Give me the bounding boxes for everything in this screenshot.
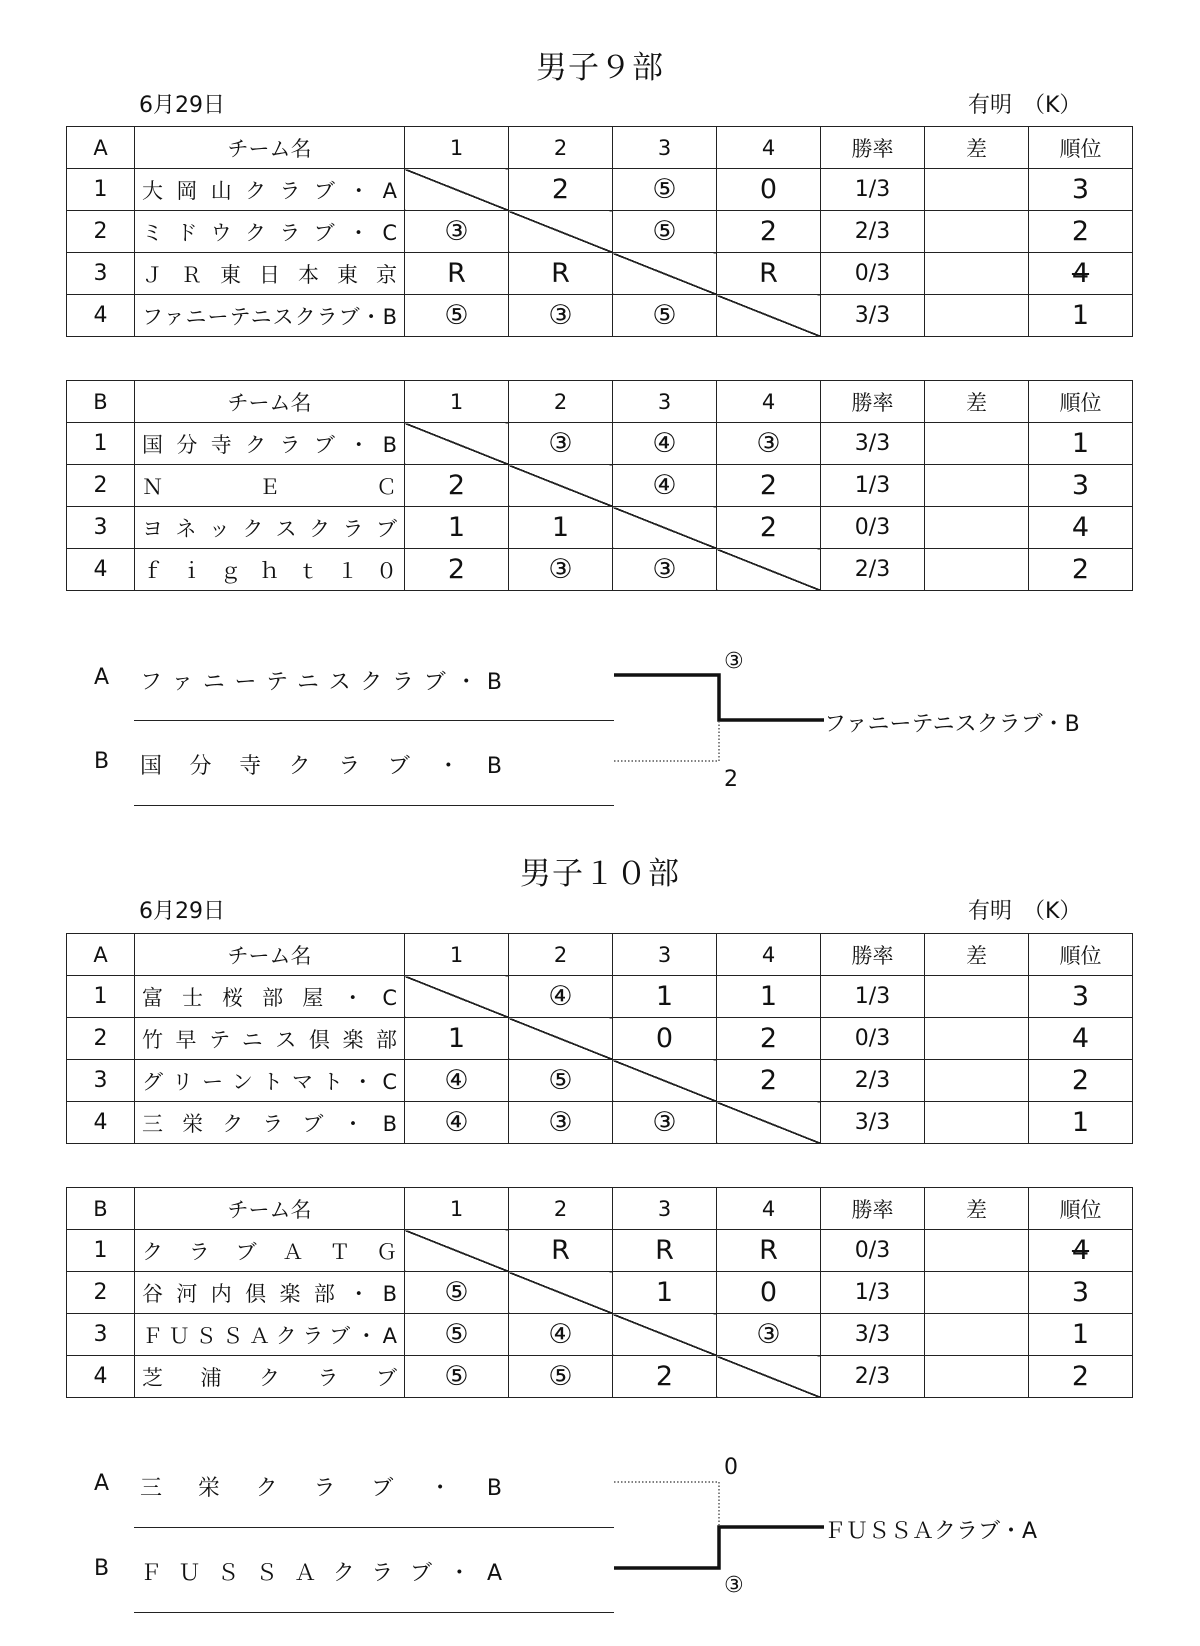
team-name: ＮＥＣ xyxy=(135,465,405,507)
match-result: ④ xyxy=(509,1314,613,1356)
bracket-b-team: ＦＵＳＳＡクラブ・A xyxy=(140,1561,502,1586)
match-result: ④ xyxy=(405,1060,509,1102)
column-header: チーム名 xyxy=(135,1188,405,1230)
match-result: 2 xyxy=(717,465,821,507)
team-name: 国分寺クラブ・B xyxy=(135,423,405,465)
win-rate: 0/3 xyxy=(821,507,925,549)
column-header: 順位 xyxy=(1029,934,1133,976)
column-header: 4 xyxy=(717,127,821,169)
rank-value: 1 xyxy=(1071,1107,1090,1138)
win-rate: 2/3 xyxy=(821,211,925,253)
section-title: 男子１０部 xyxy=(520,856,680,892)
column-header: 4 xyxy=(717,381,821,423)
match-result: ③ xyxy=(613,1102,717,1144)
bracket-a-label: A xyxy=(94,665,110,690)
match-result: R xyxy=(613,1230,717,1272)
rank-value: 1 xyxy=(1071,300,1090,331)
match-result: ⑤ xyxy=(613,295,717,337)
match-result: ③ xyxy=(717,1314,821,1356)
match-result: ③ xyxy=(509,295,613,337)
match-result: R xyxy=(717,253,821,295)
match-result: ③ xyxy=(509,423,613,465)
match-result: R xyxy=(509,253,613,295)
column-header: 1 xyxy=(405,381,509,423)
match-date: 6月29日 xyxy=(139,899,225,924)
match-date: 6月29日 xyxy=(139,93,225,118)
match-result: ⑤ xyxy=(405,1356,509,1398)
column-header: 4 xyxy=(717,1188,821,1230)
team-name: 芝浦クラブ xyxy=(135,1356,405,1398)
column-header: 2 xyxy=(509,1188,613,1230)
match-result: 2 xyxy=(717,507,821,549)
row-number: 1 xyxy=(67,976,135,1018)
win-rate: 0/3 xyxy=(821,253,925,295)
match-result: 1 xyxy=(613,976,717,1018)
pool-label: A xyxy=(67,934,135,976)
column-header: チーム名 xyxy=(135,127,405,169)
column-header: チーム名 xyxy=(135,381,405,423)
column-header: 2 xyxy=(509,127,613,169)
team-name: ＦＵＳＳＡクラブ・A xyxy=(135,1314,405,1356)
match-result: ⑤ xyxy=(405,1314,509,1356)
team-name: ファニーテニスクラブ・B xyxy=(135,295,405,337)
team-name: 富士桜部屋・C xyxy=(135,976,405,1018)
rank-value: 2 xyxy=(1071,1361,1090,1392)
rank-value: 2 xyxy=(1071,1065,1090,1096)
team-name: ＪＲ東日本東京 xyxy=(135,253,405,295)
win-rate: 3/3 xyxy=(821,1102,925,1144)
match-result: 1 xyxy=(405,1018,509,1060)
team-name: 竹早テニス倶楽部 xyxy=(135,1018,405,1060)
bracket-b-score: 2 xyxy=(724,767,738,792)
row-number: 1 xyxy=(67,423,135,465)
win-rate: 3/3 xyxy=(821,1314,925,1356)
match-result: 1 xyxy=(405,507,509,549)
bracket-a-score: ③ xyxy=(724,649,744,674)
rank-value: 4 xyxy=(1071,258,1090,289)
rank-value: 1 xyxy=(1071,1319,1090,1350)
row-number: 2 xyxy=(67,211,135,253)
match-result: ⑤ xyxy=(509,1356,613,1398)
win-rate: 2/3 xyxy=(821,1060,925,1102)
bracket-a-label: A xyxy=(94,1471,110,1496)
match-result: ④ xyxy=(405,1102,509,1144)
bracket-a-team: 三栄クラブ・B xyxy=(140,1476,502,1501)
section-title: 男子９部 xyxy=(536,50,664,86)
bracket-a-score: 0 xyxy=(724,1455,738,1480)
row-number: 4 xyxy=(67,295,135,337)
row-number: 3 xyxy=(67,1314,135,1356)
column-header: 2 xyxy=(509,934,613,976)
row-number: 4 xyxy=(67,1356,135,1398)
column-header: 勝率 xyxy=(821,1188,925,1230)
win-rate: 3/3 xyxy=(821,423,925,465)
match-result: 1 xyxy=(613,1272,717,1314)
row-number: 2 xyxy=(67,1018,135,1060)
match-result: 2 xyxy=(717,1018,821,1060)
loser-path xyxy=(614,1482,719,1525)
team-name: 三栄クラブ・B xyxy=(135,1102,405,1144)
column-header: 勝率 xyxy=(821,381,925,423)
rank-value: 2 xyxy=(1071,216,1090,247)
rank-value: 3 xyxy=(1071,981,1090,1012)
bracket-a-team: ファニーテニスクラブ・B xyxy=(140,670,502,695)
match-result: 0 xyxy=(717,1272,821,1314)
row-number: 2 xyxy=(67,465,135,507)
match-venue: 有明 （K） xyxy=(968,899,1082,924)
row-number: 4 xyxy=(67,1102,135,1144)
rank-value: 4 xyxy=(1071,1235,1090,1266)
column-header: 3 xyxy=(613,381,717,423)
match-result: ⑤ xyxy=(405,295,509,337)
win-rate: 1/3 xyxy=(821,1272,925,1314)
match-result: ④ xyxy=(613,423,717,465)
column-header: 3 xyxy=(613,127,717,169)
row-number: 1 xyxy=(67,1230,135,1272)
column-header: 勝率 xyxy=(821,934,925,976)
win-rate: 1/3 xyxy=(821,976,925,1018)
row-number: 3 xyxy=(67,507,135,549)
match-venue: 有明 （K） xyxy=(968,93,1082,118)
win-rate: 1/3 xyxy=(821,465,925,507)
team-name: 谷河内倶楽部・B xyxy=(135,1272,405,1314)
match-result: ⑤ xyxy=(613,169,717,211)
team-name: 大岡山クラブ・A xyxy=(135,169,405,211)
match-result: R xyxy=(509,1230,613,1272)
match-result: 2 xyxy=(613,1356,717,1398)
win-rate: 2/3 xyxy=(821,1356,925,1398)
row-number: 2 xyxy=(67,1272,135,1314)
column-header: 差 xyxy=(925,381,1029,423)
row-number: 3 xyxy=(67,1060,135,1102)
winner-path xyxy=(614,1527,824,1568)
column-header: 順位 xyxy=(1029,381,1133,423)
match-result: ⑤ xyxy=(405,1272,509,1314)
rank-value: 4 xyxy=(1071,512,1090,543)
match-result: ③ xyxy=(613,549,717,591)
column-header: 順位 xyxy=(1029,1188,1133,1230)
win-rate: 2/3 xyxy=(821,549,925,591)
bracket-b-team: 国分寺クラブ・B xyxy=(140,754,502,779)
match-result: ⑤ xyxy=(509,1060,613,1102)
rank-value: 3 xyxy=(1071,470,1090,501)
bracket-winner: ファニーテニスクラブ・B xyxy=(824,712,1080,737)
rank-value: 2 xyxy=(1071,554,1090,585)
pool-label: A xyxy=(67,127,135,169)
match-result: ④ xyxy=(613,465,717,507)
match-result: ④ xyxy=(509,976,613,1018)
column-header: 差 xyxy=(925,934,1029,976)
win-rate: 0/3 xyxy=(821,1230,925,1272)
row-number: 3 xyxy=(67,253,135,295)
rank-value: 3 xyxy=(1071,174,1090,205)
match-result: ③ xyxy=(717,423,821,465)
column-header: 差 xyxy=(925,1188,1029,1230)
match-result: 2 xyxy=(717,211,821,253)
team-name: クラブＡＴＧ xyxy=(135,1230,405,1272)
win-rate: 0/3 xyxy=(821,1018,925,1060)
column-header: 2 xyxy=(509,381,613,423)
match-result: ③ xyxy=(509,549,613,591)
column-header: 3 xyxy=(613,934,717,976)
match-result: 2 xyxy=(405,549,509,591)
bracket-b-label: B xyxy=(94,749,110,774)
pool-label: B xyxy=(67,1188,135,1230)
row-number: 1 xyxy=(67,169,135,211)
match-result: ⑤ xyxy=(613,211,717,253)
bracket-b-score: ③ xyxy=(724,1573,744,1598)
column-header: 勝率 xyxy=(821,127,925,169)
column-header: チーム名 xyxy=(135,934,405,976)
match-result: 2 xyxy=(717,1060,821,1102)
match-result: 1 xyxy=(717,976,821,1018)
column-header: 差 xyxy=(925,127,1029,169)
match-result: R xyxy=(717,1230,821,1272)
match-result: ③ xyxy=(405,211,509,253)
rank-value: 4 xyxy=(1071,1023,1090,1054)
team-name: ｆｉｇｈｔ１０ xyxy=(135,549,405,591)
column-header: 3 xyxy=(613,1188,717,1230)
column-header: 1 xyxy=(405,934,509,976)
team-name: ミドウクラブ・C xyxy=(135,211,405,253)
column-header: 1 xyxy=(405,1188,509,1230)
column-header: 1 xyxy=(405,127,509,169)
match-result: R xyxy=(405,253,509,295)
match-result: 1 xyxy=(509,507,613,549)
rank-value: 1 xyxy=(1071,428,1090,459)
column-header: 4 xyxy=(717,934,821,976)
bracket-b-label: B xyxy=(94,1556,110,1581)
win-rate: 3/3 xyxy=(821,295,925,337)
match-result: 2 xyxy=(405,465,509,507)
pool-label: B xyxy=(67,381,135,423)
bracket-winner: ＦＵＳＳＡクラブ・A xyxy=(824,1519,1038,1544)
win-rate: 1/3 xyxy=(821,169,925,211)
team-name: グリーントマト・C xyxy=(135,1060,405,1102)
match-result: 0 xyxy=(613,1018,717,1060)
match-result: ③ xyxy=(509,1102,613,1144)
team-name: ヨネックスクラブ xyxy=(135,507,405,549)
match-result: 2 xyxy=(509,169,613,211)
match-result: 0 xyxy=(717,169,821,211)
row-number: 4 xyxy=(67,549,135,591)
rank-value: 3 xyxy=(1071,1277,1090,1308)
column-header: 順位 xyxy=(1029,127,1133,169)
